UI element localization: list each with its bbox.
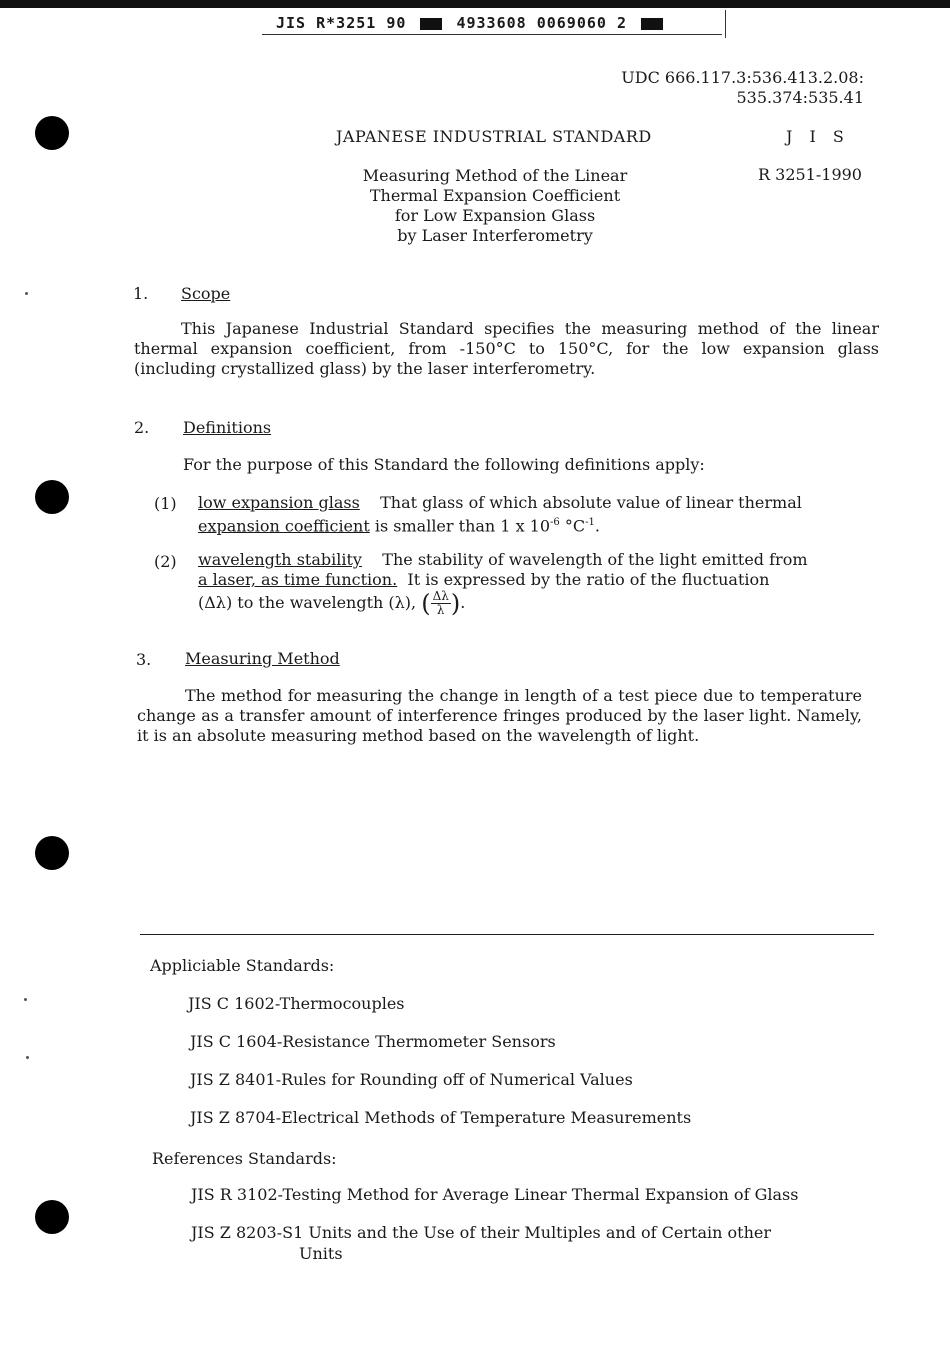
document-subtitle: [350, 166, 640, 246]
subtitle-line: for Low Expansion Glass: [394, 206, 596, 225]
udc-classification: [621, 68, 864, 108]
header-underline: [262, 34, 722, 35]
footnote-divider: [140, 934, 874, 935]
definition-text: (Δλ) to the wavelength (λ),: [198, 593, 417, 612]
references-standards-heading: References Standards:: [152, 1149, 337, 1168]
binder-hole: [35, 480, 69, 514]
scan-top-border: [0, 0, 950, 8]
definition-text: The stability of wavelength of the light emitted from: [382, 550, 808, 569]
section-title-definitions: Definitions: [183, 418, 272, 437]
fraction-denominator: λ: [436, 603, 445, 617]
document-code-left: JIS R*3251 90: [276, 14, 407, 32]
definition-term-cont: a laser, as time function.: [198, 570, 398, 589]
applicable-standard-item: JIS C 1604-Resistance Thermometer Sensors: [190, 1032, 556, 1051]
exponent: -6: [550, 517, 560, 528]
close-paren: ): [450, 589, 461, 618]
unit: °C: [564, 516, 586, 536]
section-title-measuring-method: Measuring Method: [185, 649, 340, 668]
applicable-standard-item: JIS Z 8704-Electrical Methods of Temperature Measurements: [190, 1108, 692, 1127]
period: .: [460, 593, 466, 612]
reference-standard-item: JIS Z 8203-S1 Units and the Use of their Multiples and of Certain other: [191, 1223, 771, 1242]
section-number: 1.: [133, 284, 149, 303]
definition-item-1: [198, 493, 802, 536]
definition-number: (1): [154, 494, 177, 513]
document-code-right: 4933608 0069060 2: [456, 14, 627, 32]
unit-exponent: -1: [585, 517, 595, 528]
definition-text: It is expressed by the ratio of the fluctuation: [407, 570, 770, 589]
section-number: 2.: [134, 418, 150, 437]
redaction-block-1: [420, 18, 442, 30]
applicable-standards-heading: Appliciable Standards:: [150, 956, 335, 975]
method-paragraph: The method for measuring the change in length of a test piece due to temperature change as a transfer amount of interference fringes produced by the laser light. Namely, it is an absolute measuring method based on the wavelength of light.: [137, 686, 862, 745]
reference-standard-item: JIS R 3102-Testing Method for Average Linear Thermal Expansion of Glass: [191, 1185, 799, 1204]
open-paren: (: [421, 589, 431, 618]
subtitle-line: Thermal Expansion Coefficient: [369, 186, 621, 205]
binder-hole: [35, 836, 69, 870]
applicable-standard-item: JIS C 1602-Thermocouples: [188, 994, 405, 1013]
section-number: 3.: [136, 650, 152, 669]
definition-number: (2): [154, 552, 177, 571]
standard-number: R 3251-1990: [758, 165, 862, 184]
jis-label: J I S: [786, 127, 850, 146]
scan-speck: [24, 998, 27, 1001]
section-title-scope: Scope: [181, 284, 231, 303]
definition-line: [198, 513, 802, 536]
definition-term-cont: expansion coefficient: [198, 516, 370, 536]
definition-item-2: [198, 550, 808, 617]
applicable-standard-item: JIS Z 8401-Rules for Rounding off of Numerical Values: [190, 1070, 633, 1089]
definition-term: low expansion glass: [198, 493, 360, 512]
redaction-block-2: [641, 18, 663, 30]
period: .: [594, 516, 600, 536]
binder-hole: [35, 116, 69, 150]
standard-title: JAPANESE INDUSTRIAL STANDARD: [336, 127, 652, 146]
definition-text: is smaller than 1 x 10: [374, 516, 551, 536]
scan-speck: [26, 1056, 29, 1059]
binder-hole: [35, 1200, 69, 1234]
header-tick: [725, 10, 726, 38]
reference-continuation: Units: [299, 1244, 343, 1263]
definitions-intro: For the purpose of this Standard the following definitions apply:: [183, 455, 705, 474]
document-code: [276, 14, 667, 32]
definition-line: [198, 550, 808, 570]
definition-text: That glass of which absolute value of linear thermal: [380, 493, 802, 512]
subtitle-line: Measuring Method of the Linear: [362, 166, 628, 185]
scope-paragraph: This Japanese Industrial Standard specifies the measuring method of the linear thermal expansion coefficient, from -150°C to 150°C, for the low expansion glass (including crystallized glass) by the laser interferometry.: [134, 319, 879, 378]
definition-line: [198, 493, 802, 513]
fraction-numerator: Δλ: [432, 589, 449, 603]
subtitle-line: by Laser Interferometry: [397, 226, 593, 245]
udc-line-1: UDC 666.117.3:536.413.2.08:: [621, 68, 864, 87]
definition-term: wavelength stability: [198, 550, 362, 569]
scan-speck: [25, 292, 28, 295]
udc-line-2: 535.374:535.41: [736, 88, 864, 107]
definition-line: [198, 570, 808, 590]
fraction: [431, 590, 451, 617]
definition-line: [198, 590, 808, 617]
